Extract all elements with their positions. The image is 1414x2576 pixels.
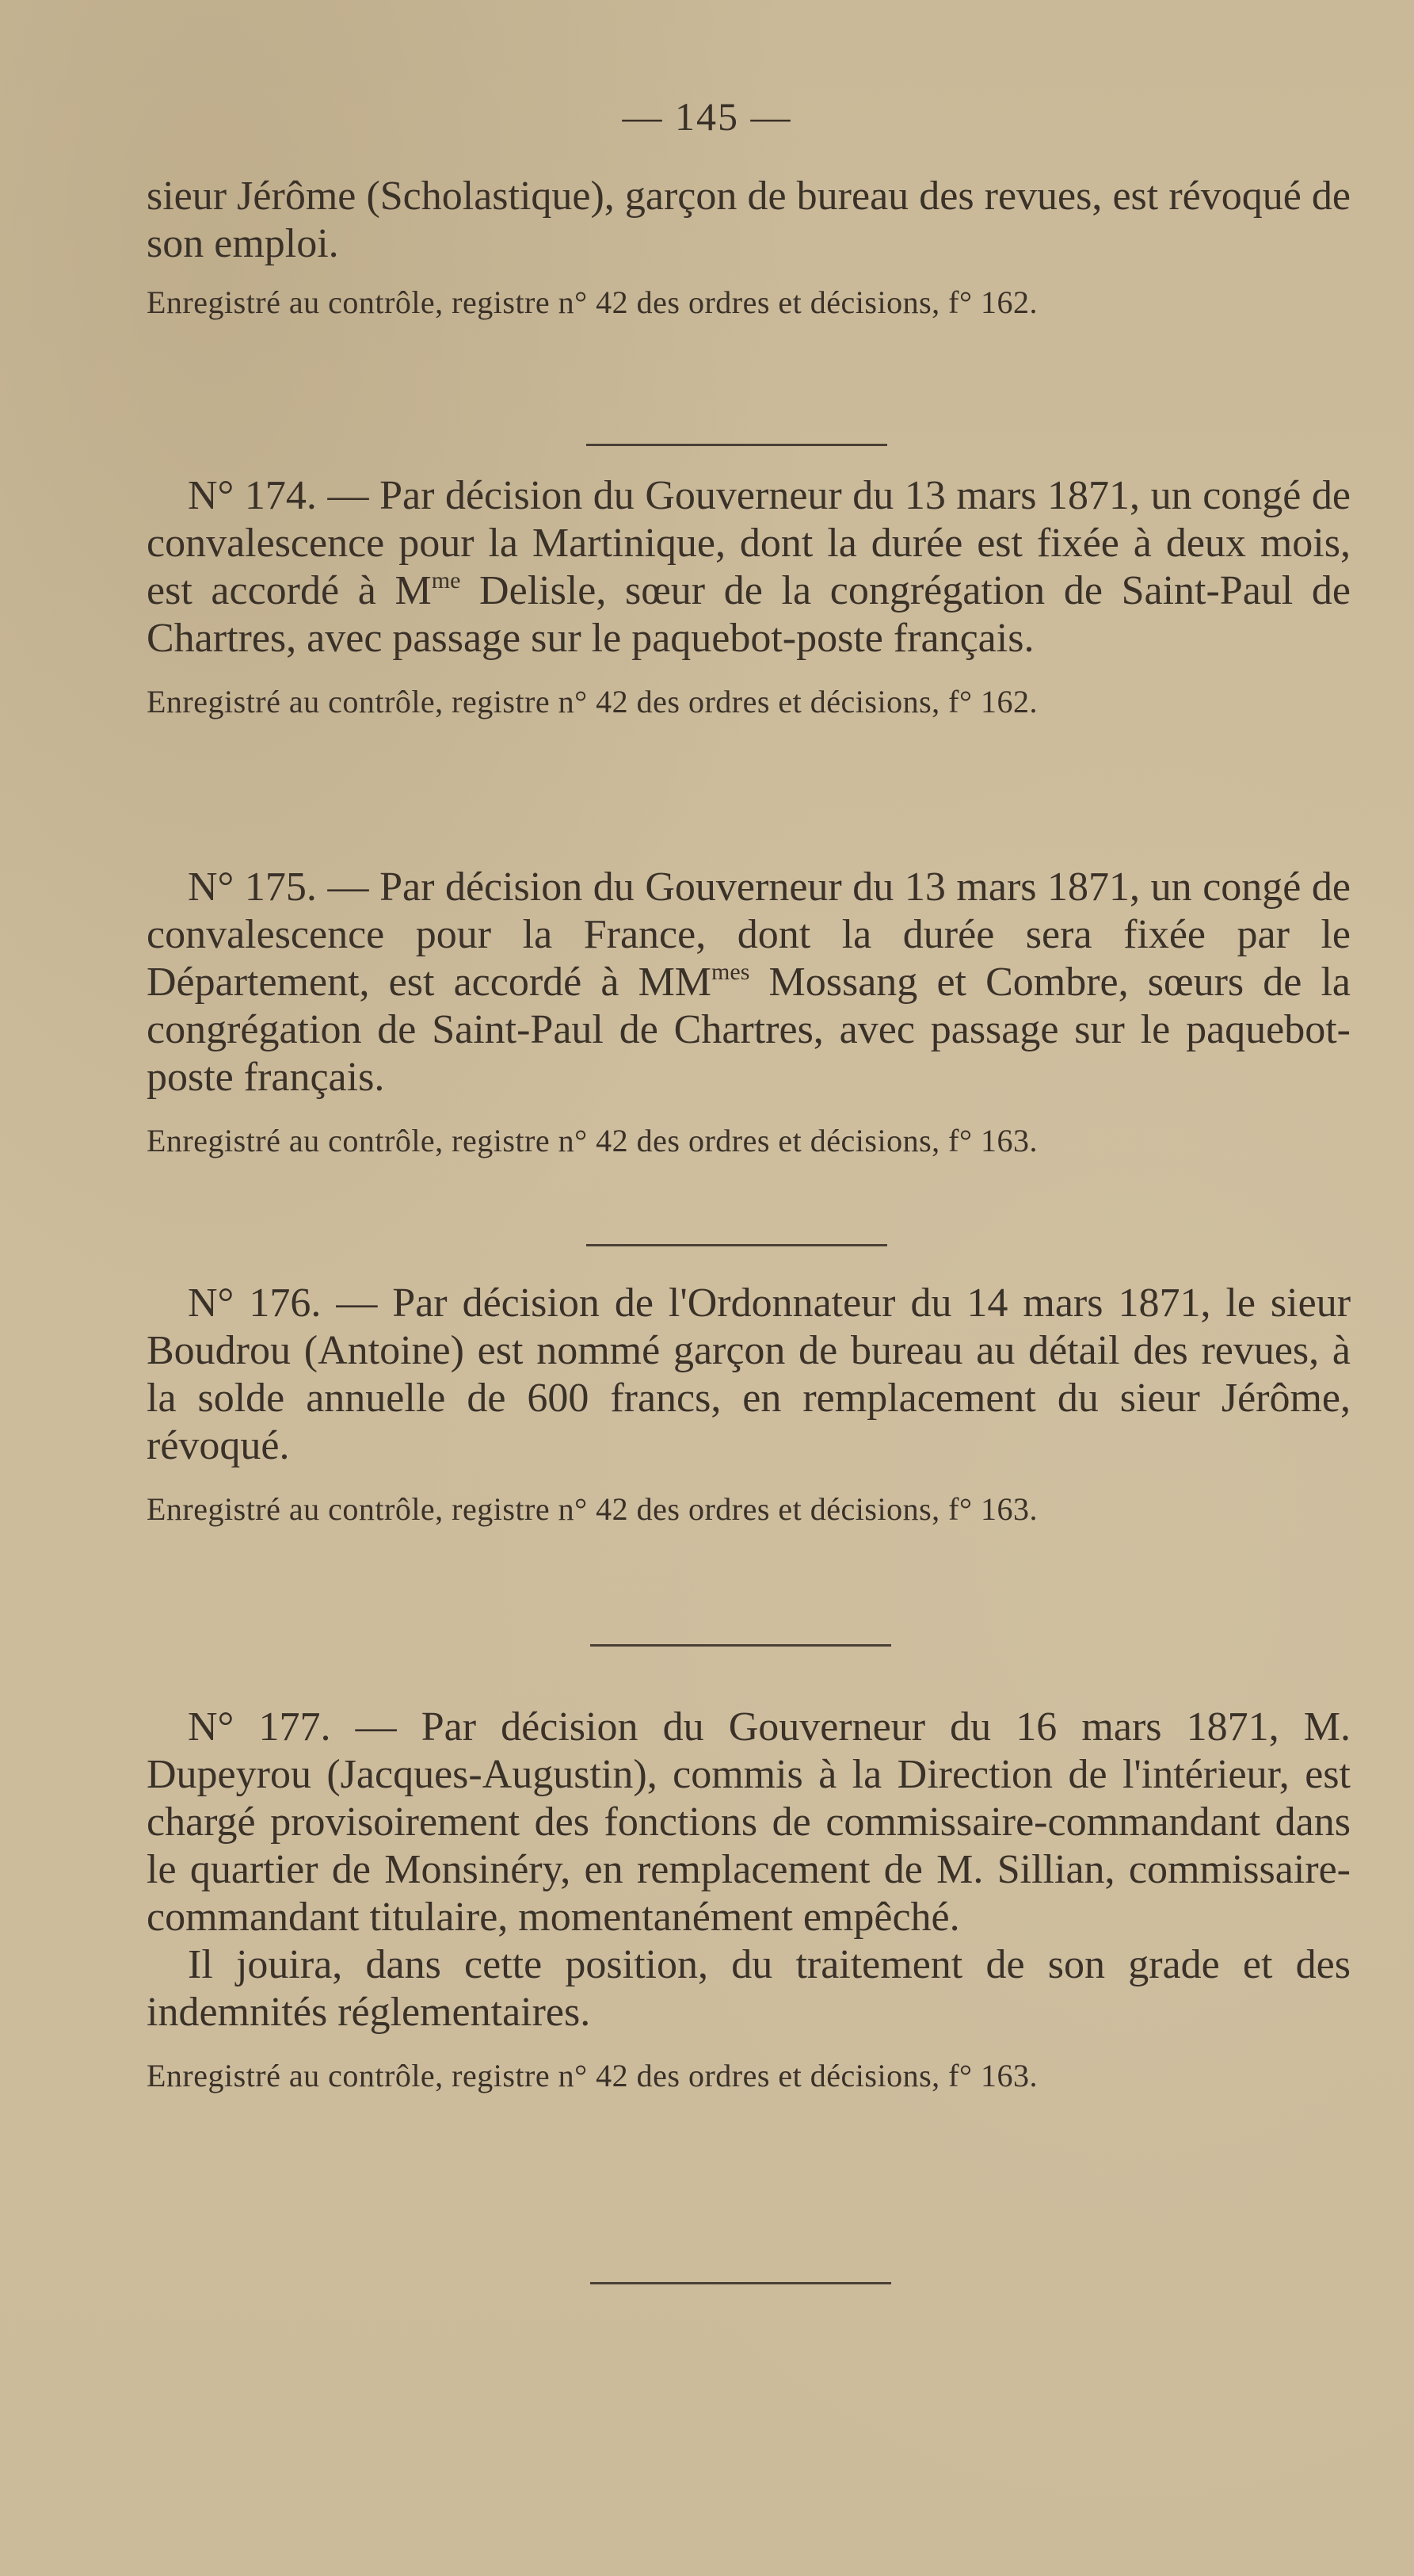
separator-rule — [590, 1644, 891, 1647]
register-line: Enregistré au contrôle, registre n° 42 des ordres et décisions, f° 162. — [147, 684, 1038, 719]
register-line: Enregistré au contrôle, registre n° 42 des ordres et décisions, f° 163. — [147, 1491, 1038, 1527]
entry-177 — [147, 1704, 1351, 2095]
register-line: Enregistré au contrôle, registre n° 42 des ordres et décisions, f° 163. — [147, 1123, 1038, 1158]
register-line: Enregistré au contrôle, registre n° 42 des ordres et décisions, f° 162. — [147, 284, 1038, 320]
entry-174 — [147, 472, 1351, 721]
entry-number: N° 174. — [188, 473, 317, 518]
entry-number: N° 175. — [188, 864, 317, 910]
entry-extra: Il jouira, dans cette position, du traitement de son grade et des indemnités réglementaires. — [147, 1942, 1351, 2035]
superscript: mes — [711, 959, 750, 985]
entry-text — [147, 1704, 1351, 1941]
separator-rule — [590, 2282, 891, 2284]
entry-body: — Par décision du Gouverneur du 13 mars 1871, un congé de convalescence pour la France, dont la durée sera fixée par le Département, est accordé à MM — [147, 864, 1351, 1005]
entry-number: N° 176. — [188, 1280, 322, 1326]
entry-text — [147, 864, 1351, 1101]
page-number: — 145 — — [622, 94, 792, 139]
separator-rule — [586, 1244, 887, 1246]
entry-body: — Par décision du Gouverneur du 16 mars 1871, M. Dupeyrou (Jacques-Augustin), commis à la Direction de l'intérieur, est chargé provisoirement des fonctions de commissaire-commandant dans le quartier de Monsinéry, en remplacement de M. Sillian, commissaire-commandant titulaire, momentanément empêché. — [147, 1704, 1351, 1940]
entry-body: — Par décision du Gouverneur du 13 mars 1871, un congé de convalescence pour la Martinique, dont la durée est fixée à deux mois, est accordé à M — [147, 473, 1351, 613]
entry-body-cont: Mossang et Combre, sœurs de la congrégation de Saint-Paul de Chartres, avec passage sur le paquebot-poste français. — [147, 960, 1351, 1100]
entry-text — [147, 1280, 1351, 1470]
entry-body: — Par décision de l'Ordonnateur du 14 mars 1871, le sieur Boudrou (Antoine) est nommé garçon de bureau au détail des revues, à la solde annuelle de 600 francs, en remplacement du sieur Jérôme, révoqué. — [147, 1280, 1351, 1468]
entry-number: N° 177. — [188, 1704, 331, 1750]
intro-text: sieur Jérôme (Scholastique), garçon de bureau des revues, est révoqué de son emploi. — [147, 174, 1351, 266]
entry-176 — [147, 1280, 1351, 1528]
superscript: me — [431, 567, 461, 593]
entry-body-cont: Delisle, sœur de la congrégation de Saint-Paul de Chartres, avec passage sur le paquebot-poste français. — [147, 568, 1351, 661]
register-line: Enregistré au contrôle, registre n° 42 des ordres et décisions, f° 163. — [147, 2058, 1038, 2093]
entry-175 — [147, 864, 1351, 1160]
entry-text — [147, 472, 1351, 662]
separator-rule — [586, 444, 887, 446]
intro-block — [147, 173, 1351, 322]
